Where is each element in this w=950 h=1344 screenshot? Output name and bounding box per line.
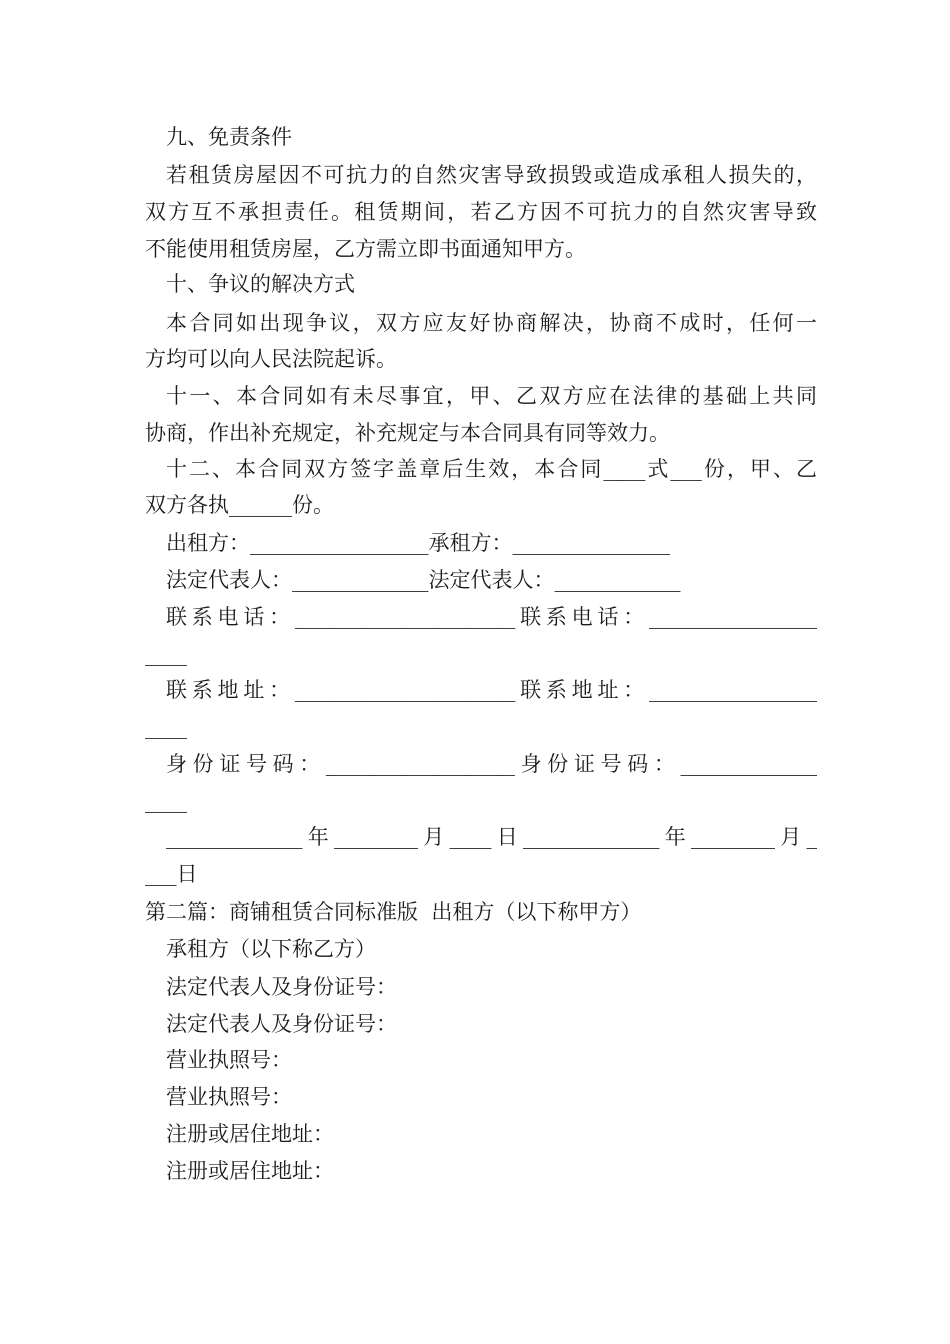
signature-line-address: 联系地址：_____________________联系地址：________________ [166, 678, 817, 702]
signature-line-phone: 联系电话：_____________________联系电话：________________ [166, 605, 817, 629]
signature-line-representative: 法定代表人：_____________法定代表人：____________ [166, 568, 681, 592]
form-field-address: 注册或居住地址： [166, 1159, 334, 1183]
form-field-address: 注册或居住地址： [166, 1122, 334, 1146]
form-field-representative-id: 法定代表人及身份证号： [166, 1012, 397, 1036]
form-field-lessee: 承租方（以下称乙方） [166, 937, 376, 961]
form-field-license: 营业执照号： [166, 1048, 292, 1072]
chapter-title: 第二篇：商铺租赁合同标准版 出租方（以下称甲方） [145, 900, 642, 924]
form-field-license: 营业执照号： [166, 1085, 292, 1109]
paragraph-line: 本合同如出现争议，双方应友好协商解决，协商不成时，任何一 [166, 311, 817, 335]
paragraph-line: 十二、本合同双方签字盖章后生效，本合同____式___份，甲、乙 [166, 457, 817, 481]
section-heading-9: 九、免责条件 [166, 125, 292, 149]
section-heading-10: 十、争议的解决方式 [166, 272, 355, 296]
paragraph-line: 十一、本合同如有未尽事宜，甲、乙双方应在法律的基础上共同 [166, 384, 817, 408]
paragraph-line: 双方各执______份。 [145, 493, 334, 517]
signature-line-continuation: ___日 [145, 862, 198, 886]
signature-line-continuation: ____ [145, 715, 187, 739]
paragraph-line: 协商，作出补充规定，补充规定与本合同具有同等效力。 [145, 421, 670, 445]
form-field-representative-id: 法定代表人及身份证号： [166, 975, 397, 999]
signature-line-continuation: ____ [145, 642, 187, 666]
paragraph-line: 不能使用租赁房屋，乙方需立即书面通知甲方。 [145, 237, 586, 261]
paragraph-line: 若租赁房屋因不可抗力的自然灾害导致损毁或造成承租人损失的， [166, 163, 817, 187]
signature-line-date: _____________年________月____日_____________年________月_ [166, 825, 817, 849]
paragraph-line: 双方互不承担责任。租赁期间，若乙方因不可抗力的自然灾害导致 [145, 200, 817, 224]
signature-line-id-number: 身份证号码：__________________身份证号码：_____________ [166, 752, 817, 776]
signature-line-continuation: ____ [145, 789, 187, 813]
signature-line-lessor: 出租方：_________________承租方：_______________ [166, 531, 670, 555]
paragraph-line: 方均可以向人民法院起诉。 [145, 347, 397, 371]
